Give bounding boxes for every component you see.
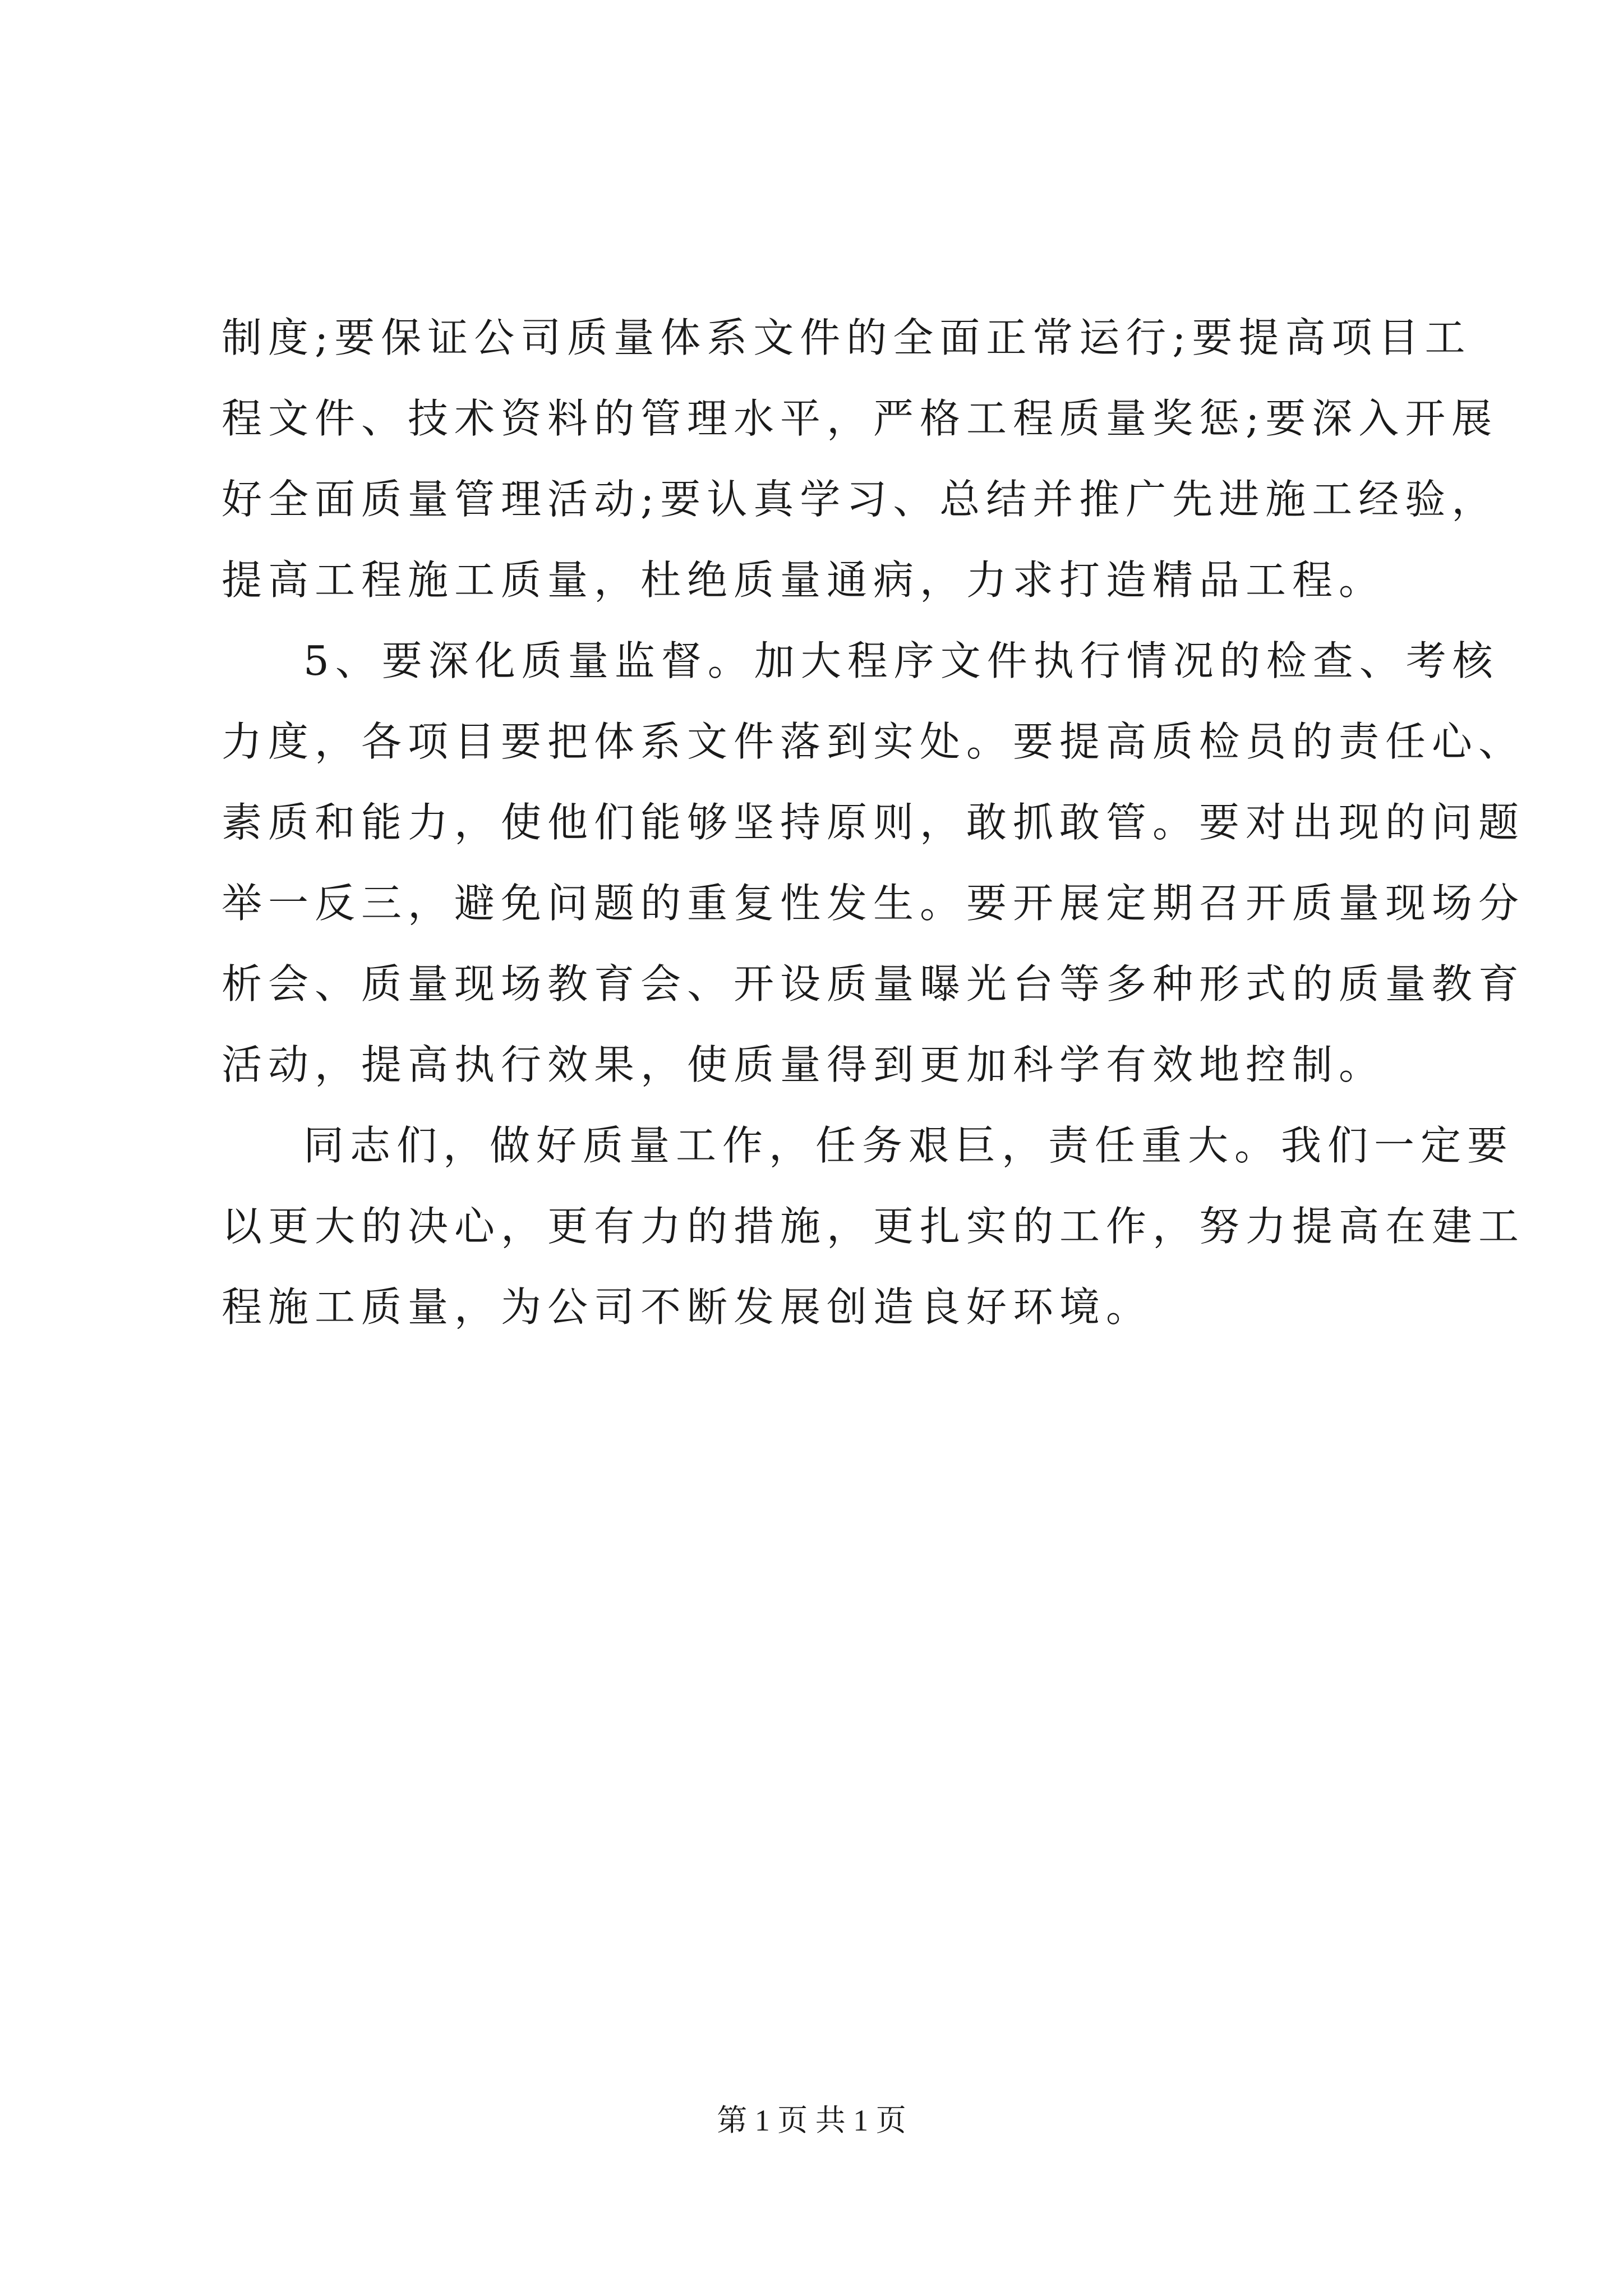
page-number-footer: 第 1 页 共 1 页 (717, 2104, 906, 2137)
document-body (222, 297, 1525, 1347)
text-line: 程施工质量，为公司不断发展创造良好环境。 (222, 1283, 1153, 1331)
paragraph-quality-supervision (222, 620, 1525, 1105)
text-line: 析会、质量现场教育会、开设质量曝光台等多种形式的质量教育 (222, 960, 1525, 1007)
text-line: 好全面质量管理活动;要认真学习、总结并推广先进施工经验， (222, 476, 1498, 523)
paragraph-closing (222, 1105, 1525, 1347)
text-line: 活动，提高执行效果，使质量得到更加科学有效地控制。 (222, 1041, 1386, 1088)
text-line: 素质和能力，使他们能够坚持原则，敢抓敢管。要对出现的问题 (222, 799, 1525, 846)
text-line: 以更大的决心，更有力的措施，更扎实的工作，努力提高在建工 (222, 1203, 1525, 1250)
text-line: 5、要深化质量监督。加大程序文件执行情况的检查、考核 (303, 637, 1499, 684)
text-line: 制度;要保证公司质量体系文件的全面正常运行;要提高项目工 (222, 314, 1472, 361)
text-line: 程文件、技术资料的管理水平，严格工程质量奖惩;要深入开展 (222, 395, 1498, 442)
text-line: 同志们，做好质量工作，任务艰巨，责任重大。我们一定要 (303, 1122, 1514, 1169)
paragraph-quality-system (222, 297, 1498, 620)
text-line: 力度，各项目要把体系文件落到实处。要提高质检员的责任心、 (222, 718, 1525, 765)
text-line: 举一反三，避免问题的重复性发生。要开展定期召开质量现场分 (222, 880, 1525, 927)
text-line: 提高工程施工质量，杜绝质量通病，力求打造精品工程。 (222, 556, 1386, 604)
